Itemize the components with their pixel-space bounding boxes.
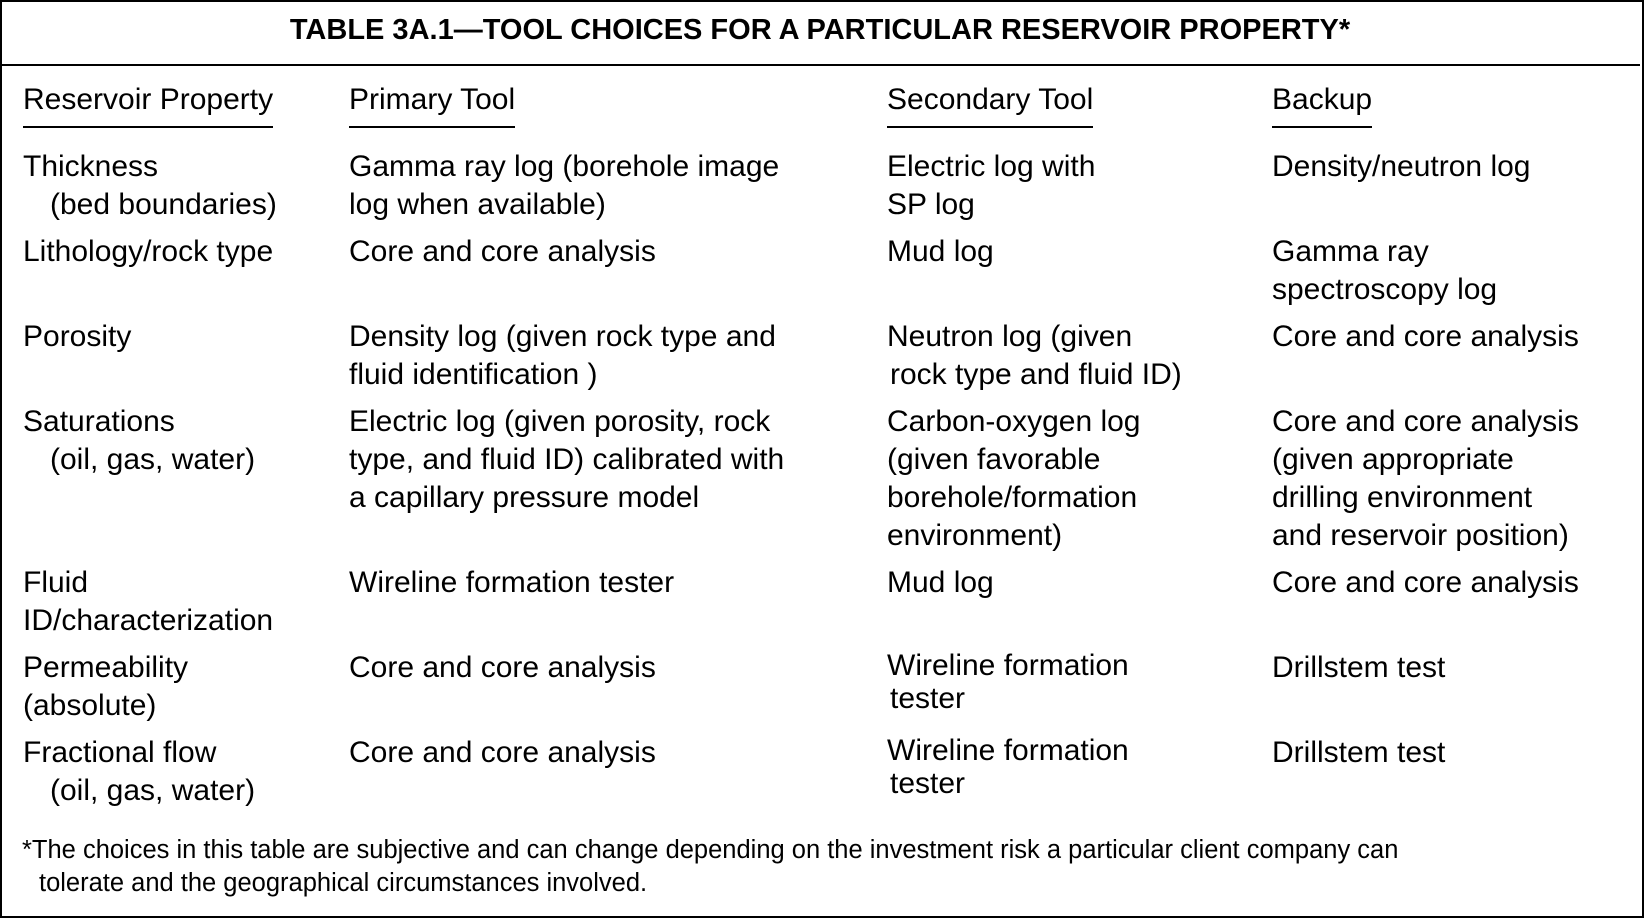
primary-tool-cell: Core and core analysis [349, 736, 656, 769]
header-primary-tool: Primary Tool [349, 82, 515, 128]
primary-tool-cell: Gamma ray log (borehole image log when available) [349, 150, 780, 221]
property-cell: Thickness (bed boundaries) [23, 150, 277, 221]
secondary-tool-cell: Wireline formation tester [887, 649, 1129, 715]
property-cell: Lithology/rock type [23, 235, 274, 268]
backup-cell: Density/neutron log [1272, 150, 1531, 183]
table-title: TABLE 3A.1—TOOL CHOICES FOR A PARTICULAR RESERVOIR PROPERTY* [289, 14, 1351, 46]
backup-cell: Drillstem test [1272, 736, 1446, 769]
table-footnote: *The choices in this table are subjective and can change depending on the investment risk a particular client company can tolerate and the geographical circumstances involved. [22, 836, 1399, 897]
primary-tool-cell: Core and core analysis [349, 235, 656, 268]
primary-tool-cell: Wireline formation tester [349, 566, 675, 599]
property-cell: Fluid ID/characterization [23, 566, 274, 637]
secondary-tool-cell: Neutron log (given rock type and fluid ID) [887, 320, 1182, 391]
backup-cell: Core and core analysis (given appropriate drilling environment and reservoir position) [1272, 405, 1579, 552]
header-reservoir-property: Reservoir Property [23, 82, 273, 128]
primary-tool-cell: Electric log (given porosity, rock type, and fluid ID) calibrated with a capillary pressure model [349, 405, 785, 514]
title-divider [0, 64, 1640, 66]
primary-tool-cell: Density log (given rock type and fluid identification ) [349, 320, 776, 391]
secondary-tool-cell: Mud log [887, 235, 994, 268]
header-backup: Backup [1272, 82, 1372, 128]
backup-cell: Core and core analysis [1272, 566, 1579, 599]
secondary-tool-cell: Electric log with SP log [887, 150, 1096, 221]
primary-tool-cell: Core and core analysis [349, 651, 656, 684]
secondary-tool-cell: Mud log [887, 566, 994, 599]
property-cell: Saturations (oil, gas, water) [23, 405, 256, 476]
backup-cell: Gamma ray spectroscopy log [1272, 235, 1498, 306]
secondary-tool-cell: Wireline formation tester [887, 734, 1129, 800]
secondary-tool-cell: Carbon-oxygen log (given favorable borehole/formation environment) [887, 405, 1141, 552]
backup-cell: Drillstem test [1272, 651, 1446, 684]
property-cell: Permeability (absolute) [23, 651, 189, 722]
backup-cell: Core and core analysis [1272, 320, 1579, 353]
property-cell: Porosity [23, 320, 132, 353]
property-cell: Fractional flow (oil, gas, water) [23, 736, 256, 807]
header-secondary-tool: Secondary Tool [887, 82, 1093, 128]
